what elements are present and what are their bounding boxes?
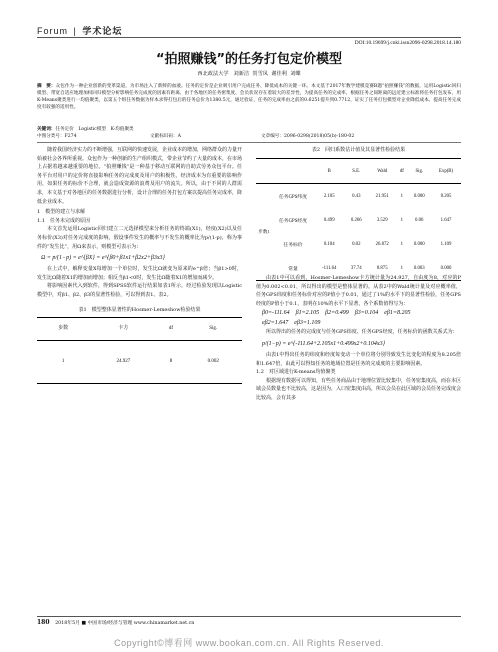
table-cell: 1.647 (440, 217, 452, 223)
author-line (0, 70, 498, 79)
table-header-cell: Sig. (209, 325, 218, 331)
abstract-text: 众包作为一种企业创新的变革渠道，为市场注入了新鲜的血液。任务的定价是企业吸引用户完成任务、降低成本的关键一环。本文基于2017年数学建模竞赛B题“拍照赚钱”的数据，运用Logistic回归模型、带宽自适应地理加权回归模型分析影响任务完成度的因素有距离、由于各地区的任务密集度、会员状况存在着较大的差异性，为提高任务的完成率，根据任务之间距离的远近建立标准将任务打包发布，用K-Means聚类进行一均值聚类，以第五个组任务数据为样本求得打包后的任务总价为1380.5元，通过验证，任务的完成率由之前的0.6251提升到0.7712，证实了任务打包模型对企业降低成本、提高任务完成度有较强的适用性。 (37, 84, 461, 110)
table-cell: 8.205 (440, 193, 452, 199)
doi: DOI:10.19699/j.cnki.issn2096-0298.2018.14.180 (354, 40, 461, 46)
table-row (37, 341, 242, 384)
table-header-cell (256, 159, 272, 184)
paragraph: 根据现有数据可以得知，有些任务商品由于地理位置比较集中，任务密集度高，而在本区域会员数量也不比较高，这是因为，入口密集度由高，所以会员在此区域的会员任务完成度会比较高，会有其多 (256, 377, 462, 401)
table-cell: 0.003 (413, 265, 425, 271)
classification-line (37, 133, 461, 140)
page-title: “拍照赚钱”的任务打包定价模型 (155, 52, 343, 67)
table-cell: 0.499 (323, 217, 335, 223)
coefficients-line: β0=-111.64 β1=2.105 β2=0.499 β3=0.104 eβ1=8.205 (262, 310, 411, 317)
right-column (256, 274, 461, 403)
affiliation: 西北政法大学 (197, 71, 229, 77)
table-cell: 37.74 (350, 265, 362, 271)
journal-info: 2018年5月 ■ 中国市场/经济与管理 www.chinamarket.net.cn (55, 621, 195, 626)
left-column (37, 146, 242, 384)
table-cell: 8.875 (376, 265, 388, 271)
table-cell: 0.000 (413, 241, 425, 247)
paragraph: 由表1中得出任务的纬度和经度每变动一个单位将分别导致发生比变化的程度为8.205倍和1.647倍，由此可以得知任务的地域位置是任务的完成度的主要影响因素。 (256, 351, 461, 367)
table-row (256, 208, 461, 232)
article-number: 文章编号：2096-0298(2018)05(b)-180-02 (261, 134, 355, 139)
table-header-cell: 卡方 (118, 325, 129, 331)
table-cell: 0.000 (413, 193, 425, 199)
table-cell: 3.529 (376, 217, 388, 223)
table-header-row (37, 318, 242, 341)
table-header-cell: Wald (377, 168, 388, 174)
table-cell: 1 (400, 241, 404, 247)
table-header-cell: B (327, 168, 331, 174)
table-cell: 21.951 (375, 193, 389, 199)
table-cell: 24.927 (116, 358, 131, 364)
step-label: 步数1 (258, 229, 270, 234)
table-header-row (256, 159, 461, 184)
table-header-cell: 步数 (58, 325, 69, 331)
header-rule (37, 37, 461, 38)
table-1 (37, 317, 242, 384)
keywords (37, 126, 461, 133)
paragraph: 在上式中，解释变量X每增加一个单位时，发生比Ω就变为原来的e^β倍；当β1>0时，发生比Ω随着X1的增加而增加；相反当β1<0时，发生比Ω随着X1的增加而减少。 (37, 266, 242, 281)
table-cell: 1 (400, 265, 404, 271)
abstract (37, 83, 461, 111)
page-number: 180 (37, 619, 50, 626)
header-forum: Forum | 学术论坛 (37, 26, 123, 36)
table-header-cell: df (168, 325, 174, 331)
table-row (256, 232, 461, 256)
intro-paragraph: 随着我国经济实力的不断增强，互联网的快速发展，企业成本的增加，网络群众的力量开始被社会各界所重视。众包作为一种创新的生产组织模式，带企业节约了大量的成本，在市场上占据着越来越重要的地位。“拍照赚钱”是一种基于移动互联网的自助式劳务众包平台。任务平台对用户的定价将直接影响任务的完成度及用户的积极性。经济成本为有重要的影响作用，如果任务的标价不合理，就会造成资源的浪费及用户的流失。所以，由于不同的人群需求，本文基于对各地区的任务数据进行分析，设计合理的任务打包方案以提高任务完成率，降低企业成本。 (37, 147, 243, 205)
doc-code: 文献标识码：A (150, 134, 181, 139)
abstract-rule (37, 142, 461, 143)
keywords-text: 任务定价 Logistic模型 K-均值聚类 (55, 127, 134, 132)
table-cell: 0.266 (350, 217, 362, 223)
author: 贺雪凤 (252, 71, 268, 77)
section-heading: 1 模型的建立与求解 (37, 209, 86, 216)
clc-code: 中图分类号：F274 (37, 134, 77, 139)
paragraph: 本文首先运用Logistic回归建立二元选择模型来分析任务的终端(X1)，经度(X2)以及任务标价(X3)对任务完成度的影响，假设事件发生的概率与不发生的概率比为p/(1-p)，称为事件的“发生比”，用Ω来表示，则模型可表示为： (37, 226, 242, 250)
formula-2-text: p/(1−p) = e^{-111.64+2.105x1+0.499x2+0.104x3} (262, 340, 385, 347)
paragraph: 将影响因素代入到软件，得到SPSS软件运行结果如表1所示，经过检验发现以Logistic模型中，对β1、β2、β3的显著性检验，可以得到表1、表2。 (37, 283, 242, 298)
table-cell: 1 (61, 358, 65, 364)
table-cell: 0.02 (352, 241, 361, 247)
table-cell: 0.104 (323, 241, 335, 247)
section-label: 学术论坛 (82, 26, 123, 36)
table-cell: 1 (400, 217, 404, 223)
forum-label: Forum (37, 26, 69, 36)
table2-caption: 表2 回归系数估计值及其显著性检验结果 (311, 147, 406, 153)
coefficients (256, 308, 461, 328)
table-cell: 1 (400, 193, 404, 199)
paragraph: 由表1中可以看到，Hosmer-Lemeshow卡方统计量为24.927，自由度为8，对应的P值为0.002<0.01，所以得出的模型是整体显著的。从表2中的Wald统计量及对应概率值，任务GPS纬度和任务标价对应的P值小于0.01，通过了1%的水平下的显著性检验，任务GPS经度的P值小于0.1，表明在10%的水平下显著，各个系数值得写为： (256, 275, 461, 307)
table-header-cell: Sig. (415, 168, 424, 174)
table-cell: 任务GPS经度 (279, 218, 307, 224)
keywords-label: 关键词： (37, 127, 56, 132)
table-header-cell: S.E. (352, 168, 361, 174)
formula-2 (256, 337, 461, 351)
author: 刘新洁 (233, 71, 250, 77)
table-cell: 0.002 (207, 358, 219, 364)
subsection-heading: 1.2 对区域进行K-means均值聚类 (256, 369, 336, 376)
table-cell: 0.06 (415, 217, 424, 223)
footer (37, 619, 194, 626)
table-header-cell: Exp(B) (438, 168, 454, 174)
watermark: Copyright©博看网 www.bookan.com.cn. All Rights Reserved. (114, 638, 384, 648)
table-cell: 任务GPS纬度 (279, 194, 307, 200)
table-cell: 0.000 (440, 265, 452, 271)
table-cell: 2.105 (323, 193, 335, 199)
table-cell: 26.872 (375, 241, 389, 247)
formula-1 (37, 251, 242, 265)
author: 谢佳利 (271, 71, 287, 77)
table-row (256, 184, 461, 209)
subsection-heading: 1.1 任务未完成的原因 (37, 217, 90, 224)
table-cell: 1.109 (440, 241, 452, 247)
table-header-cell (272, 159, 314, 184)
table-cell: 任务标价 (283, 242, 303, 248)
table-header-cell: df (399, 168, 404, 174)
coefficients-line: eβ2=1.647 eβ3=1.109 (262, 320, 321, 327)
table-cell: 常量 (288, 266, 298, 272)
paragraph: 所以得出的任务的完成度与任务GPS纬度、任务GPS经度，任务标价的函数关系式为： (266, 329, 458, 336)
table-cell: 0.43 (352, 193, 361, 199)
table-cell: 8 (169, 358, 173, 364)
footer-rule (37, 616, 461, 617)
table-2 (256, 158, 461, 281)
abstract-label: 摘 要： (37, 84, 56, 89)
table1-caption: 表1 模型整体显著性的Hosmer-Lemeshow检验结果 (78, 306, 201, 313)
formula-1-text: Ω = p/(1−p) = e^{βX} = e^{β0+β1x1+β2x2+β3x3} (41, 255, 165, 262)
table-cell: -111.64 (322, 265, 337, 271)
author: 刘蝶 (290, 71, 301, 77)
